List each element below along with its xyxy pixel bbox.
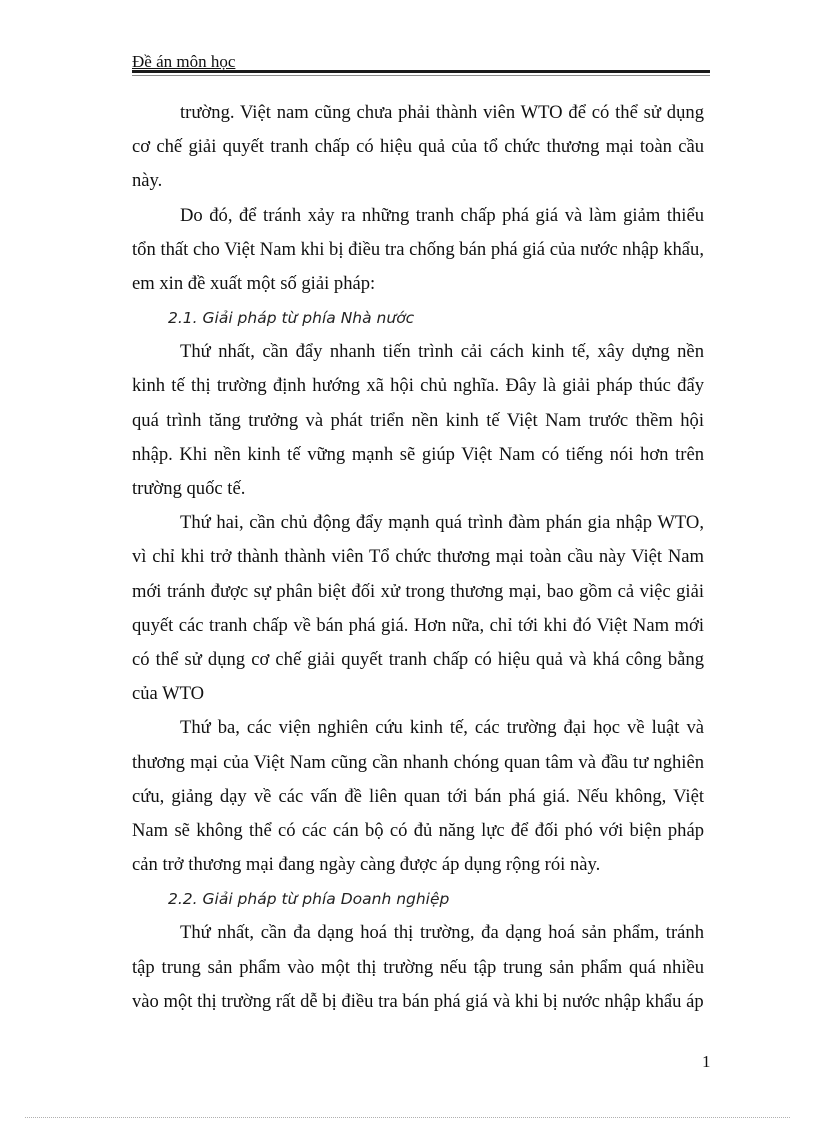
page-boundary-divider xyxy=(25,1117,790,1118)
document-body xyxy=(132,96,704,1019)
paragraph-third-state: Thứ ba, các viện nghiên cứu kinh tế, các trường đại học về luật và thương mại của Việt Nam cũng cần nhanh chóng quan tâm và đầu tư nghiên cứu, giảng dạy về các vấn đề liên quan tới bán phá giá. Nếu không, Việt Nam sẽ không thể có các cán bộ có đủ năng lực để đối phó với biện pháp cản trở thương mại đang ngày càng được áp dụng rộng rói này. xyxy=(132,717,704,876)
header-title: Đề án môn học xyxy=(132,52,236,71)
paragraph-first-state: Thứ nhất, cần đẩy nhanh tiến trình cải cách kinh tế, xây dựng nền kinh tế thị trường định hướng xã hội chủ nghĩa. Đây là giải pháp thúc đẩy quá trình tăng trưởng và phát triển nền kinh tế Việt Nam trước thềm hội nhập. Khi nền kinh tế vững mạnh sẽ giúp Việt Nam có tiếng nói hơn trên trường quốc tế. xyxy=(132,341,704,500)
page-number: 1 xyxy=(702,1052,711,1071)
section-heading-2-2: 2.2. Giải pháp từ phía Doanh nghiệp xyxy=(168,890,450,909)
page-header xyxy=(132,53,710,73)
paragraph-continuation: trường. Việt nam cũng chưa phải thành viên WTO để có thể sử dụng cơ chế giải quyết tranh chấp có hiệu quả của tổ chức thương mại toàn cầu này. xyxy=(132,102,704,192)
paragraph-second-state: Thứ hai, cần chủ động đẩy mạnh quá trình đàm phán gia nhập WTO, vì chỉ khi trở thành thành viên Tổ chức thương mại toàn cầu này Việt Nam mới tránh được sự phân biệt đối xử trong thương mại, bao gồm cả việc giải quyết các tranh chấp về bán phá giá. Hơn nữa, chỉ tới khi đó Việt Nam mới có thể sử dụng cơ chế giải quyết tranh chấp có hiệu quả và khá công bằng của WTO xyxy=(132,512,704,705)
paragraph-first-enterprise: Thứ nhất, cần đa dạng hoá thị trường, đa dạng hoá sản phẩm, tránh tập trung sản phẩm vào một thị trường nếu tập trung sản phẩm quá nhiều vào một thị trường rất dễ bị điều tra bán phá giá và khi bị nước nhập khẩu áp xyxy=(132,922,704,1012)
section-heading-2-1: 2.1. Giải pháp từ phía Nhà nước xyxy=(168,309,415,328)
paragraph-intro: Do đó, để tránh xảy ra những tranh chấp phá giá và làm giảm thiểu tổn thất cho Việt Nam khi bị điều tra chống bán phá giá của nước nhập khẩu, em xin đề xuất một số giải pháp: xyxy=(132,204,704,295)
